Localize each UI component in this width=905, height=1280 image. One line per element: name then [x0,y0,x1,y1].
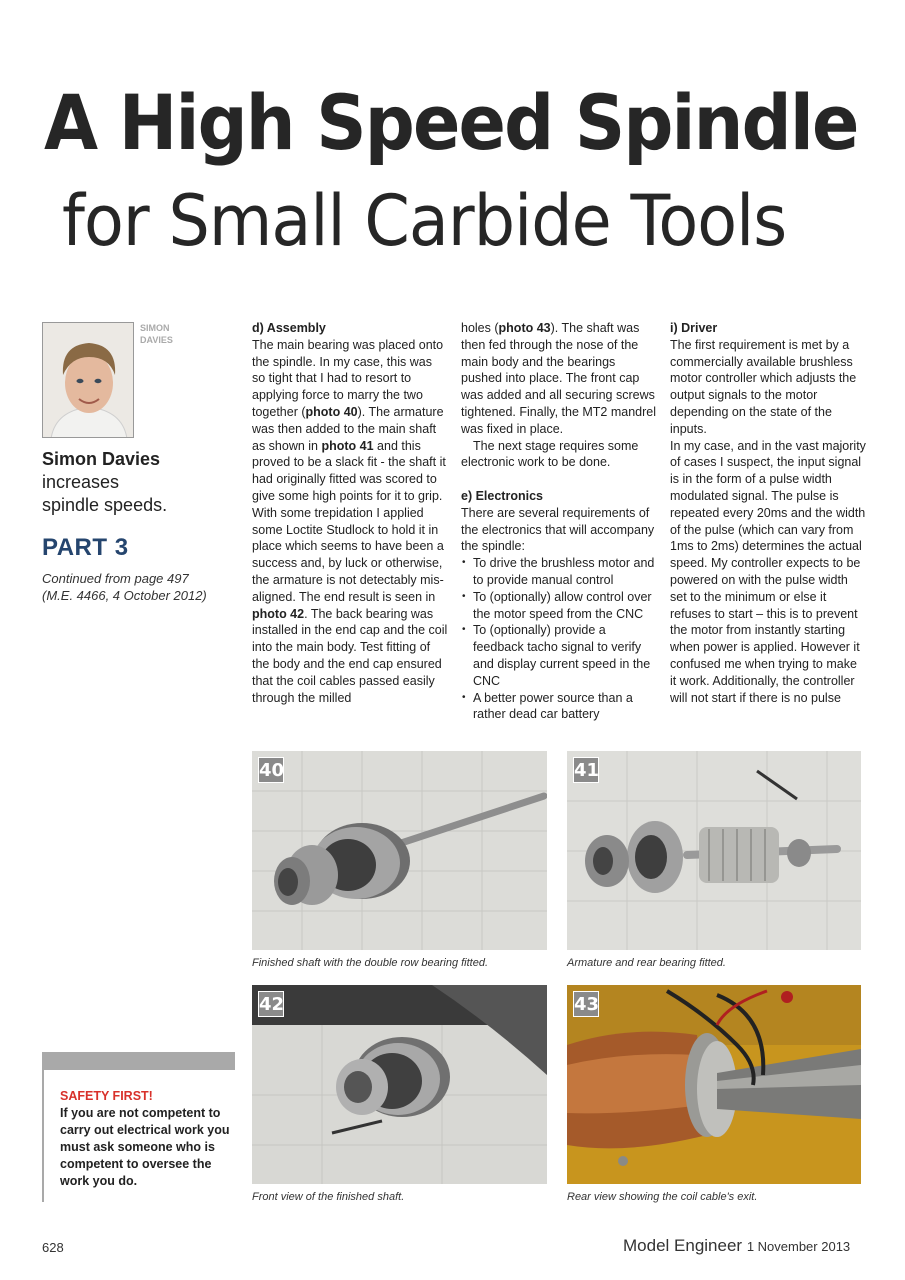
body-text: ). The armature was then added to the main shaft as shown in [252,404,444,453]
photo-number: 43 [573,991,599,1017]
section-heading-assembly: d) Assembly [252,321,326,335]
tagline-line1: increases [42,472,120,492]
byline [42,448,222,517]
tagline-line2: spindle speeds. [42,495,168,515]
page-number: 628 [42,1240,64,1255]
body-text: . The back bearing was installed in the end cap and the coil into the main body. Test fitting of the body and the end cap ensured that the coil cables passed easily through the milled [252,606,448,705]
article-title-line2: for Small Carbide Tools [62,180,787,262]
photo-caption: Armature and rear bearing fitted. [567,957,726,969]
driver-paragraph-2: In my case, and in the vast majority of cases I suspect, the input signal is in the form of a pulse width modulated signal. The pulse is repeated every 20ms and the width of the pulse (which can vary from 1ms to 2ms) determines the actual speed. My controller expects to be powered on with the pulse width set to the minimum or else it refuses to start – this is to prevent the motor from instantly starting when power is applied. However it confused me when trying to make it work. Additionally, the controller will not start if there is no pulse [670,438,866,705]
assembly-paragraph [252,337,448,707]
assembly-continued [461,320,657,438]
electronics-intro: There are several requirements of the electronics that will accompany the spindle: [461,505,655,554]
continued-line2: (M.E. 4466, 4 October 2012) [42,588,207,603]
section-heading-electronics: e) Electronics [461,488,543,503]
list-item: • To drive the brushless motor and to provide manual control [461,555,657,589]
driver-paragraph-1: The first requirement is met by a commercially available brushless motor controller which adjusts the output signals to the motor depending on the state of the inputs. [670,337,857,436]
text-column-2 [461,320,657,723]
part-heading: PART 3 [42,534,129,561]
photo-caption: Finished shaft with the double row bearing fitted. [252,957,489,969]
safety-box-rule [42,1070,44,1202]
text-column-1 [252,320,448,706]
list-item: • To (optionally) allow control over the motor speed from the CNC [461,589,657,623]
author-portrait [42,322,134,438]
magazine-name: Model Engineer [623,1236,743,1255]
body-text: and this proved to be a slack fit - the shaft it had originally fitted was scored to give some high points for it to grip. With some trepidation I applied some Loctite Studlock to hold it in place which seems to have been a success and, by luck or otherwise, the armature is not detectably mis-aligned. The end result is seen in [252,438,446,604]
body-text: The main bearing was placed onto the spindle. In my case, this was so tight that I had to resort to applying force to marry the two together ( [252,337,444,419]
body-text: ). The shaft was then fed through the nose of the main body and the bearings pushed into place. The front cap was added and all securing screws tightened. Finally, the MT2 mandrel was fixed in place. [461,321,657,436]
safety-text: If you are not competent to carry out electrical work you must ask someone who is competent to oversee the work you do. [60,1106,230,1188]
photo-caption: Front view of the finished shaft. [252,1191,405,1203]
safety-heading: SAFETY FIRST! [60,1089,153,1103]
photo-number: 40 [258,757,284,783]
section-heading-driver: i) Driver [670,321,718,335]
next-stage-paragraph: The next stage requires some electronic work to be done. [461,438,639,470]
body-text: holes ( [461,321,499,335]
photo-caption: Rear view showing the coil cable's exit. [567,1191,758,1203]
photo-number: 42 [258,991,284,1017]
photo-40 [252,751,547,950]
running-footer [623,1236,850,1256]
photo-ref: photo 42 [252,606,305,621]
photo-41 [567,751,861,950]
photo-number: 41 [573,757,599,783]
photo-credit-last: DAVIES [140,335,173,345]
photo-43 [567,985,861,1184]
list-item: • A better power source than a rather dead car battery [461,690,657,724]
photo-credit-first: SIMON [140,323,170,333]
photo-42 [252,985,547,1184]
safety-box-bar [42,1052,235,1070]
continued-note [42,570,232,604]
list-item: • To (optionally) provide a feedback tacho signal to verify and display current speed in the CNC [461,622,657,689]
issue-date: 1 November 2013 [746,1239,851,1254]
photo-credit [140,322,200,346]
photo-ref: photo 43 [498,321,551,335]
article-title-line1: A High Speed Spindle [44,78,858,167]
photo-ref: photo 41 [321,438,374,453]
requirements-list [461,555,657,723]
photo-ref: photo 40 [305,404,358,419]
safety-box [60,1088,240,1190]
author-name: Simon Davies [42,449,161,469]
text-column-3 [670,320,866,706]
continued-line1: Continued from page 497 [42,571,189,586]
